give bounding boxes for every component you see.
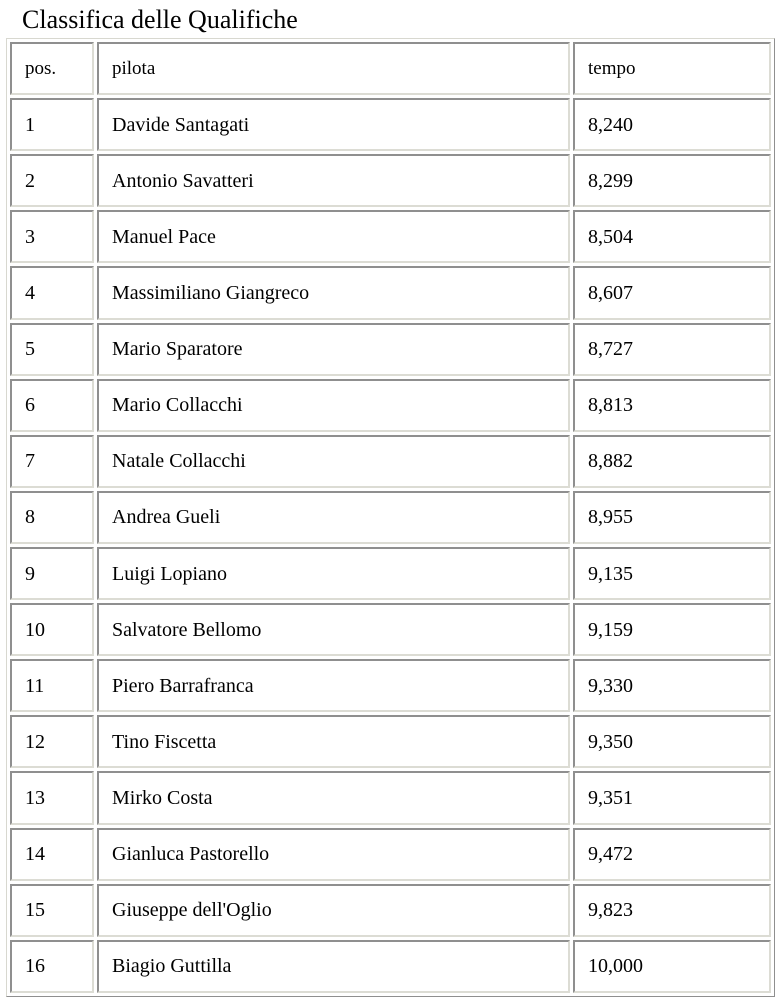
cell-tempo: 8,607 (573, 266, 771, 319)
table-header-row (10, 42, 771, 95)
table-row (10, 771, 771, 824)
cell-tempo: 8,813 (573, 379, 771, 432)
cell-tempo: 9,330 (573, 659, 771, 712)
table-row (10, 266, 771, 319)
cell-pos: 9 (10, 547, 94, 600)
cell-pos: 12 (10, 715, 94, 768)
cell-pilota: Antonio Savatteri (97, 154, 570, 207)
cell-pos: 2 (10, 154, 94, 207)
table-row (10, 547, 771, 600)
cell-pos: 13 (10, 771, 94, 824)
cell-pilota: Mario Collacchi (97, 379, 570, 432)
cell-pilota: Mirko Costa (97, 771, 570, 824)
cell-tempo: 8,504 (573, 210, 771, 263)
table-row (10, 323, 771, 376)
cell-pilota: Piero Barrafranca (97, 659, 570, 712)
cell-tempo: 9,472 (573, 828, 771, 881)
header-tempo: tempo (573, 42, 771, 95)
cell-pos: 16 (10, 940, 94, 993)
cell-tempo: 8,882 (573, 435, 771, 488)
table-row (10, 603, 771, 656)
cell-pos: 14 (10, 828, 94, 881)
table-row (10, 940, 771, 993)
cell-pos: 7 (10, 435, 94, 488)
cell-pilota: Tino Fiscetta (97, 715, 570, 768)
table-row (10, 659, 771, 712)
cell-pilota: Giuseppe dell'Oglio (97, 884, 570, 937)
cell-pos: 15 (10, 884, 94, 937)
cell-pos: 5 (10, 323, 94, 376)
cell-pos: 10 (10, 603, 94, 656)
table-row (10, 154, 771, 207)
cell-tempo: 10,000 (573, 940, 771, 993)
cell-pos: 6 (10, 379, 94, 432)
cell-tempo: 8,727 (573, 323, 771, 376)
table-row (10, 828, 771, 881)
cell-pilota: Natale Collacchi (97, 435, 570, 488)
cell-pilota: Luigi Lopiano (97, 547, 570, 600)
table-row (10, 98, 771, 151)
table-body (10, 42, 771, 993)
page-title: Classifica delle Qualifiche (22, 5, 298, 34)
cell-pilota: Biagio Guttilla (97, 940, 570, 993)
table-row (10, 884, 771, 937)
cell-tempo: 9,823 (573, 884, 771, 937)
cell-pos: 8 (10, 491, 94, 544)
cell-pos: 3 (10, 210, 94, 263)
cell-tempo: 9,351 (573, 771, 771, 824)
cell-pilota: Davide Santagati (97, 98, 570, 151)
cell-pilota: Gianluca Pastorello (97, 828, 570, 881)
cell-tempo: 8,240 (573, 98, 771, 151)
header-pos: pos. (10, 42, 94, 95)
cell-pos: 4 (10, 266, 94, 319)
header-pilota: pilota (97, 42, 570, 95)
cell-tempo: 8,955 (573, 491, 771, 544)
cell-pos: 1 (10, 98, 94, 151)
cell-tempo: 9,135 (573, 547, 771, 600)
cell-pilota: Manuel Pace (97, 210, 570, 263)
qualifying-results-table (6, 38, 775, 997)
cell-tempo: 8,299 (573, 154, 771, 207)
table-row (10, 715, 771, 768)
cell-pos: 11 (10, 659, 94, 712)
cell-tempo: 9,350 (573, 715, 771, 768)
table-row (10, 435, 771, 488)
cell-pilota: Andrea Gueli (97, 491, 570, 544)
table-row (10, 379, 771, 432)
cell-pilota: Massimiliano Giangreco (97, 266, 570, 319)
cell-pilota: Mario Sparatore (97, 323, 570, 376)
table-row (10, 210, 771, 263)
cell-pilota: Salvatore Bellomo (97, 603, 570, 656)
table-row (10, 491, 771, 544)
cell-tempo: 9,159 (573, 603, 771, 656)
